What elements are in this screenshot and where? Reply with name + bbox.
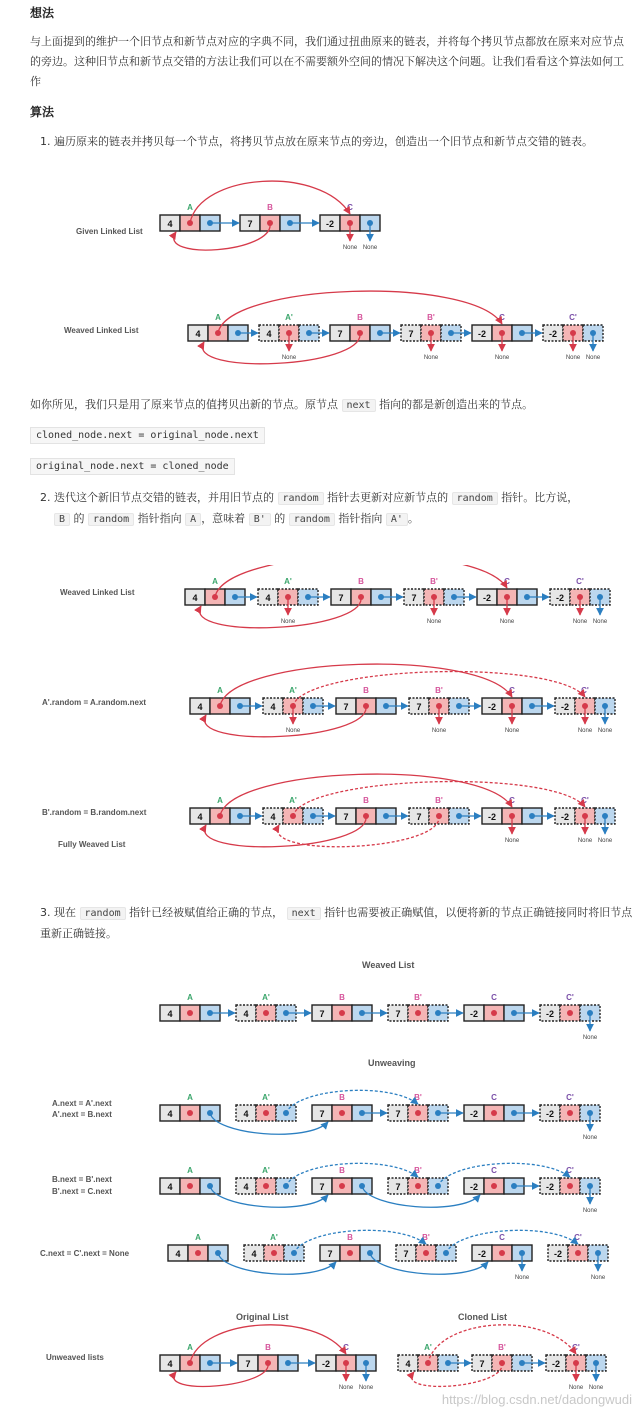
node-letter: B' xyxy=(435,686,443,695)
node-value: 7 xyxy=(343,812,349,822)
node-value: 7 xyxy=(408,329,414,339)
node-letter: B xyxy=(339,1166,345,1175)
node-value: 7 xyxy=(403,1249,409,1259)
list-node xyxy=(236,993,296,1021)
list-node xyxy=(409,796,469,824)
node-value: -2 xyxy=(545,1182,555,1192)
node-letter: A xyxy=(195,1233,201,1242)
node-value: 4 xyxy=(167,1109,173,1119)
node-letter: B xyxy=(357,313,363,322)
node-value: 4 xyxy=(243,1182,249,1192)
label-bprime-random: B'.random = B.random.next xyxy=(42,808,147,817)
node-letter: C' xyxy=(574,1233,582,1242)
node-letter: A xyxy=(187,993,193,1002)
figure-random xyxy=(0,565,644,865)
node-value: 4 xyxy=(167,1009,173,1019)
node-letter: A' xyxy=(284,577,292,586)
node-letter: A xyxy=(187,1166,193,1175)
none-label: None xyxy=(585,355,601,361)
node-letter: B xyxy=(339,1093,345,1102)
none-label: None xyxy=(514,1275,530,1281)
none-label: None xyxy=(494,355,510,361)
list-node xyxy=(472,1233,532,1261)
node-letter: C xyxy=(499,313,505,322)
node-value: 4 xyxy=(243,1109,249,1119)
list-node xyxy=(464,1166,524,1194)
node-value: -2 xyxy=(469,1182,479,1192)
node-letter: B' xyxy=(414,1166,422,1175)
node-value: 4 xyxy=(270,812,276,822)
node-value: -2 xyxy=(487,702,497,712)
node-value: -2 xyxy=(477,1249,487,1259)
node-letter: A xyxy=(187,203,193,212)
node-letter: C' xyxy=(581,686,589,695)
list-node xyxy=(185,577,245,605)
list-node xyxy=(188,313,248,341)
node-letter: A xyxy=(217,686,223,695)
node-value: 4 xyxy=(243,1009,249,1019)
clone-a xyxy=(398,1343,458,1371)
node-letter: B' xyxy=(414,993,422,1002)
none-label: None xyxy=(358,1385,374,1391)
none-label: None xyxy=(504,838,520,844)
node-value: 4 xyxy=(270,702,276,712)
figure-weave xyxy=(0,175,644,395)
none-label: None xyxy=(565,355,581,361)
node-letter: B xyxy=(265,1343,271,1352)
node-a xyxy=(160,203,220,231)
node-letter: A' xyxy=(424,1343,432,1352)
label-fully-weaved: Fully Weaved List xyxy=(58,840,126,849)
list-node xyxy=(464,993,524,1021)
node-value: 4 xyxy=(405,1359,411,1369)
list-node xyxy=(464,1093,524,1121)
node-value: -2 xyxy=(553,1249,563,1259)
node-value: -2 xyxy=(469,1109,479,1119)
none-label: None xyxy=(499,619,515,625)
none-label: None xyxy=(577,838,593,844)
list-node xyxy=(540,993,600,1021)
node-value: -2 xyxy=(325,219,335,229)
label-r2b: B'.next = C.next xyxy=(52,1187,112,1196)
label-r1a: A.next = A'.next xyxy=(52,1099,112,1108)
label-aprime-random: A'.random = A.random.next xyxy=(42,698,147,707)
node-value: 4 xyxy=(192,593,198,603)
node-letter: B xyxy=(267,203,273,212)
node-value: 7 xyxy=(337,329,343,339)
node-letter: B xyxy=(347,1233,353,1242)
list-node xyxy=(190,796,250,824)
list-node xyxy=(312,1093,372,1121)
clone-b xyxy=(472,1343,532,1371)
none-label: None xyxy=(504,728,520,734)
node-value: -2 xyxy=(477,329,487,339)
node-letter: B' xyxy=(427,313,435,322)
node-letter: C' xyxy=(569,313,577,322)
node-letter: C' xyxy=(566,1166,574,1175)
node-value: 4 xyxy=(167,1182,173,1192)
node-value: 7 xyxy=(411,593,417,603)
node-value: 7 xyxy=(343,702,349,712)
step-1-text: 遍历原来的链表并拷贝每一个节点，将拷贝节点放在原来节点的旁边，创造出一个旧节点和新节点交错的链表。 xyxy=(54,135,593,148)
none-label: None xyxy=(597,728,613,734)
label-r1b: A'.next = B.next xyxy=(52,1110,112,1119)
heading-idea: 想法 xyxy=(30,6,55,20)
node-letter: A xyxy=(187,1093,193,1102)
node-value: 4 xyxy=(197,812,203,822)
node-letter: C xyxy=(509,796,515,805)
node-letter: B xyxy=(363,686,369,695)
list-node xyxy=(396,1233,456,1261)
list-node xyxy=(388,1166,448,1194)
none-label: None xyxy=(582,1135,598,1141)
figure-unweave xyxy=(0,950,644,1410)
none-label: None xyxy=(572,619,588,625)
title-unweaving: Unweaving xyxy=(368,1058,416,1068)
node-value: 4 xyxy=(167,219,173,229)
title-original-list: Original List xyxy=(236,1312,289,1322)
para-seen: 如你所见，我们只是用了原来节点的值拷贝出新的节点。原节点 next 指向的都是新创造出来的节点。 xyxy=(30,398,534,411)
list-node xyxy=(190,686,250,714)
node-letter: C xyxy=(509,686,515,695)
node-letter: B' xyxy=(498,1343,506,1352)
label-weaved-list-2: Weaved Linked List xyxy=(60,588,135,597)
none-label: None xyxy=(597,838,613,844)
none-label: None xyxy=(280,619,296,625)
label-r2a: B.next = B'.next xyxy=(52,1175,112,1184)
node-value: -2 xyxy=(482,593,492,603)
node-letter: A xyxy=(187,1343,193,1352)
node-letter: A xyxy=(217,796,223,805)
node-letter: C xyxy=(347,203,353,212)
list-node xyxy=(236,1093,296,1121)
node-value: -2 xyxy=(487,812,497,822)
node-letter: A' xyxy=(262,1093,270,1102)
node-letter: B xyxy=(339,993,345,1002)
none-label: None xyxy=(426,619,442,625)
node-letter: C' xyxy=(581,796,589,805)
node-value: -2 xyxy=(469,1009,479,1019)
node-letter: A' xyxy=(285,313,293,322)
node-value: 7 xyxy=(338,593,344,603)
node-value: 4 xyxy=(175,1249,181,1259)
node-value: 7 xyxy=(479,1359,485,1369)
node-value: 4 xyxy=(195,329,201,339)
node-letter: B' xyxy=(435,796,443,805)
node-letter: C xyxy=(343,1343,349,1352)
node-letter: C' xyxy=(566,1093,574,1102)
label-given-list: Given Linked List xyxy=(76,227,143,236)
none-label: None xyxy=(431,728,447,734)
list-node xyxy=(244,1233,304,1261)
list-node xyxy=(540,1166,600,1194)
none-label: None xyxy=(342,245,358,251)
node-value: -2 xyxy=(560,812,570,822)
label-unweaved-lists: Unweaved lists xyxy=(46,1353,104,1362)
node-letter: B' xyxy=(430,577,438,586)
label-r3: C.next = C'.next = None xyxy=(40,1249,130,1258)
node-letter: C' xyxy=(576,577,584,586)
node-value: 7 xyxy=(319,1182,325,1192)
node-value: -2 xyxy=(545,1009,555,1019)
none-label: None xyxy=(592,619,608,625)
code-line-2: original_node.next = cloned_node xyxy=(30,458,235,475)
step-2: 2. 迭代这个新旧节点交错的链表，并用旧节点的 random 指针去更新对应新节点的 random 指针。比方说， B 的 random 指针指向 A ，意味着 B' 的 random 指针指向 A' 。 xyxy=(40,491,579,525)
none-label: None xyxy=(285,728,301,734)
heading-algorithm: 算法 xyxy=(30,105,55,119)
node-value: 7 xyxy=(416,702,422,712)
node-letter: B' xyxy=(422,1233,430,1242)
node-letter: A' xyxy=(262,1166,270,1175)
list-node xyxy=(236,1166,296,1194)
node-letter: A' xyxy=(262,993,270,1002)
step-3: 3. 现在 random 指针已经被赋值给正确的节点， next 指针也需要被正确赋值，以便将新的节点正确链接同时将旧节点重新正确链接。 xyxy=(40,906,633,940)
node-value: 7 xyxy=(319,1009,325,1019)
title-weaved-list: Weaved List xyxy=(362,960,415,970)
node-value: 7 xyxy=(327,1249,333,1259)
node-value: 7 xyxy=(395,1009,401,1019)
node-value: 4 xyxy=(251,1249,257,1259)
node-value: -2 xyxy=(551,1359,561,1369)
node-value: 4 xyxy=(266,329,272,339)
none-label: None xyxy=(577,728,593,734)
title-cloned-list: Cloned List xyxy=(458,1312,507,1322)
node-value: 4 xyxy=(197,702,203,712)
list-node xyxy=(160,993,220,1021)
node-value: 7 xyxy=(245,1359,251,1369)
node-letter: A' xyxy=(289,686,297,695)
none-label: None xyxy=(582,1035,598,1041)
orig-a xyxy=(160,1343,220,1371)
none-label: None xyxy=(281,355,297,361)
none-label: None xyxy=(568,1385,584,1391)
step-1: 1. 遍历原来的链表并拷贝每一个节点，将拷贝节点放在原来节点的旁边，创造出一个旧节点和新节点交错的链表。 xyxy=(40,135,593,148)
none-label: None xyxy=(590,1275,606,1281)
node-value: 7 xyxy=(395,1182,401,1192)
node-letter: C' xyxy=(566,993,574,1002)
node-value: 4 xyxy=(167,1359,173,1369)
node-letter: B' xyxy=(414,1093,422,1102)
list-node xyxy=(388,1093,448,1121)
none-label: None xyxy=(362,245,378,251)
none-label: None xyxy=(582,1208,598,1214)
node-letter: A' xyxy=(270,1233,278,1242)
node-letter: C xyxy=(491,1166,497,1175)
none-label: None xyxy=(423,355,439,361)
node-letter: C xyxy=(504,577,510,586)
node-value: 7 xyxy=(319,1109,325,1119)
list-node xyxy=(548,1233,608,1261)
node-value: -2 xyxy=(548,329,558,339)
idea-paragraph: 与上面提到的维护一个旧节点和新节点对应的字典不同，我们通过扭曲原来的链表，并将每个拷贝节点都放在原来对应节点的旁边。这种旧节点和新节点交错的方法让我们可以在不需要额外空间的情况下解决这个问题。让我们看看这个算法如何工作 xyxy=(30,35,624,88)
node-letter: C xyxy=(491,1093,497,1102)
node-value: 7 xyxy=(247,219,253,229)
node-letter: C xyxy=(491,993,497,1002)
node-value: -2 xyxy=(560,702,570,712)
node-letter: A' xyxy=(289,796,297,805)
node-letter: A xyxy=(212,577,218,586)
list-node xyxy=(540,1093,600,1121)
node-value: -2 xyxy=(321,1359,331,1369)
list-node xyxy=(312,993,372,1021)
node-value: 7 xyxy=(395,1109,401,1119)
code-line-1: cloned_node.next = original_node.next xyxy=(30,427,265,444)
node-letter: C' xyxy=(572,1343,580,1352)
node-value: 4 xyxy=(265,593,271,603)
node-letter: C xyxy=(499,1233,505,1242)
list-node xyxy=(388,993,448,1021)
node-value: -2 xyxy=(545,1109,555,1119)
node-value: 7 xyxy=(416,812,422,822)
none-label: None xyxy=(588,1385,604,1391)
node-letter: B xyxy=(363,796,369,805)
none-label: None xyxy=(338,1385,354,1391)
watermark: https://blog.csdn.net/dadongwudi xyxy=(441,1392,632,1407)
node-letter: B xyxy=(358,577,364,586)
label-weaved-list: Weaved Linked List xyxy=(64,326,139,335)
node-letter: A xyxy=(215,313,221,322)
node-value: -2 xyxy=(555,593,565,603)
